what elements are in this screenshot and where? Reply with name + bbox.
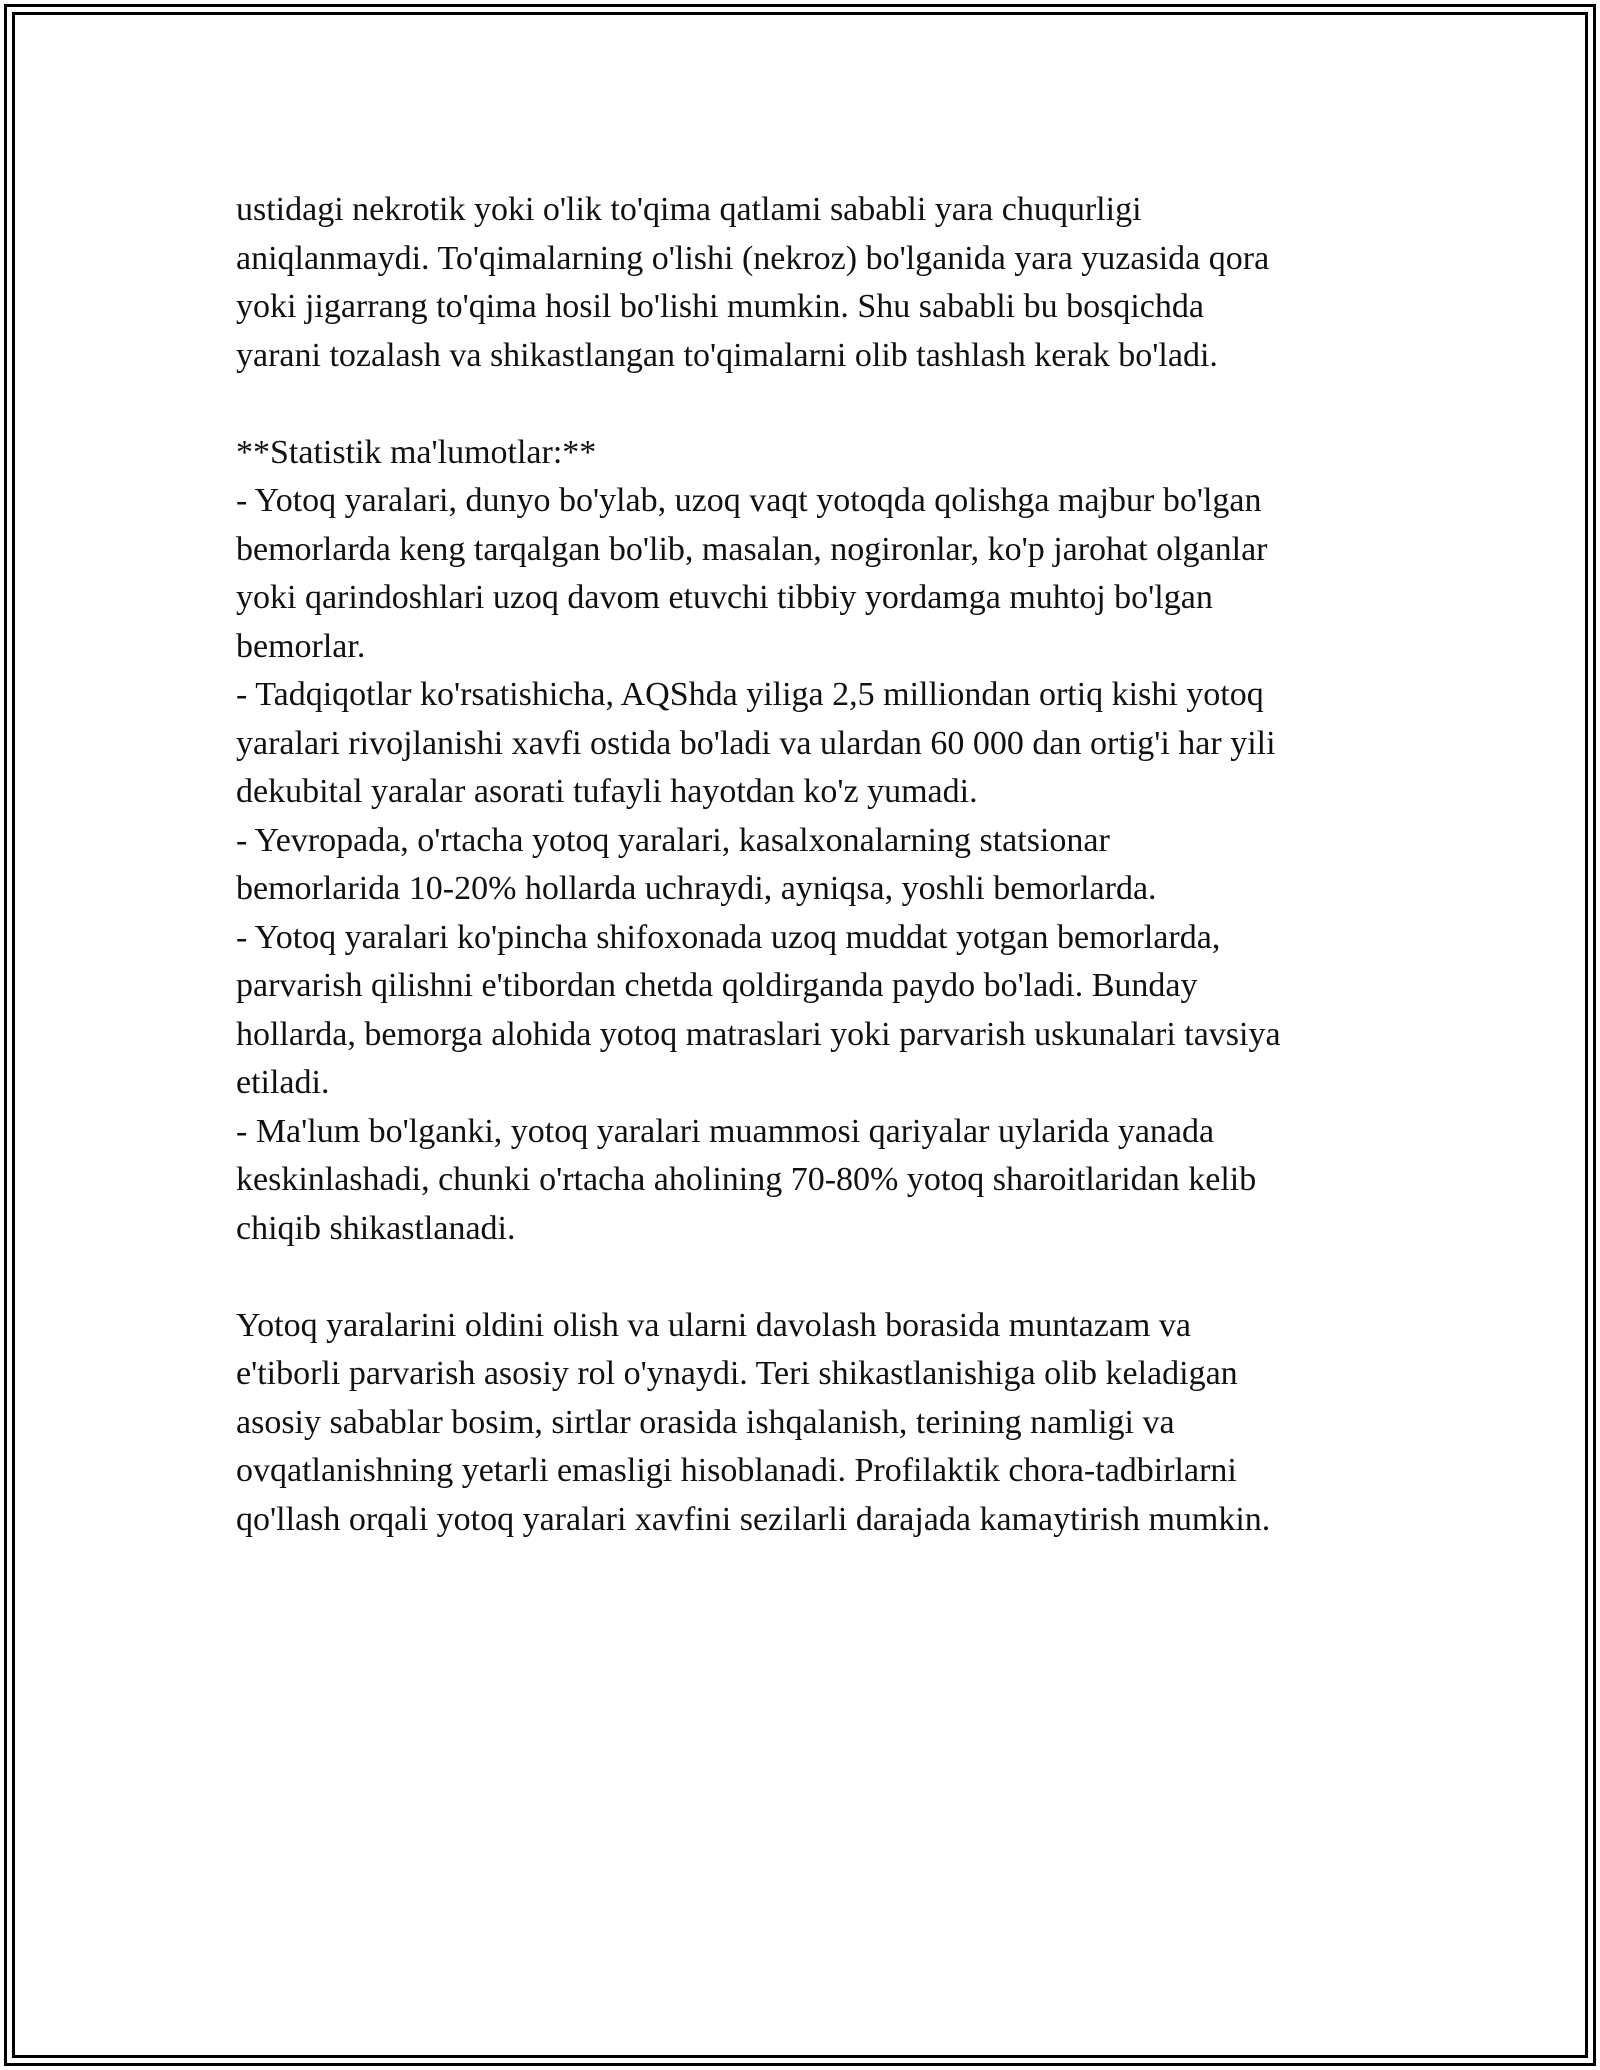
text-line: bemorlarda keng tarqalgan bo'lib, masalan, nogironlar, ko'p jarohat olganlar: [236, 530, 1268, 568]
text-line: - Tadqiqotlar ko'rsatishicha, AQShda yiliga 2,5 milliondan ortiq kishi yotoq: [236, 676, 1264, 713]
text-line: parvarish qilishni e'tibordan chetda qoldirganda paydo bo'ladi. Bunday: [236, 967, 1198, 1004]
text-line: chiqib shikastlanadi.: [236, 1209, 516, 1247]
text-line: etiladi.: [236, 1064, 330, 1101]
list-item: [236, 1108, 1386, 1254]
document-body: [236, 186, 1386, 1544]
list-item: [236, 914, 1386, 1108]
text-line: qo'llash orqali yotoq yaralari xavfini sezilarli darajada kamaytirish mumkin.: [236, 1500, 1271, 1538]
text-line: bemorlar.: [236, 627, 366, 665]
text-line: Yotoq yaralarini oldini olish va ularni davolash borasida muntazam va: [236, 1306, 1191, 1344]
text-line: aniqlanmaydi. To'qimalarning o'lishi (nekroz) bo'lganida yara yuzasida qora: [236, 239, 1270, 277]
text-line: ustidagi nekrotik yoki o'lik to'qima qatlami sababli yara chuqurligi: [236, 191, 1142, 228]
text-line: e'tiborli parvarish asosiy rol o'ynaydi. Teri shikastlanishiga olib keladigan: [236, 1355, 1238, 1392]
list-item: [236, 477, 1386, 671]
blank-line: [236, 380, 1386, 429]
text-line: hollarda, bemorga alohida yotoq matraslari yoki parvarish uskunalari tavsiya: [236, 1015, 1281, 1053]
text-line: yarani tozalash va shikastlangan to'qimalarni olib tashlash kerak bo'ladi.: [236, 336, 1218, 374]
list-item: [236, 817, 1386, 914]
text-line: - Yotoq yaralari, dunyo bo'ylab, uzoq vaqt yotoqda qolishga majbur bo'lgan: [236, 482, 1262, 519]
text-line: - Yevropada, o'rtacha yotoq yaralari, kasalxonalarning statsionar: [236, 821, 1110, 859]
blank-line: [236, 1253, 1386, 1302]
section-heading: **Statistik ma'lumotlar:**: [236, 433, 597, 471]
text-line: yaralari rivojlanishi xavfi ostida bo'ladi va ulardan 60 000 dan ortig'i har yili: [236, 724, 1276, 762]
text-line: dekubital yaralar asorati tufayli hayotdan ko'z yumadi.: [236, 773, 978, 810]
text-line: keskinlashadi, chunki o'rtacha aholining 70-80% yotoq sharoitlaridan kelib: [236, 1161, 1257, 1198]
paragraph-conclusion: [236, 1302, 1386, 1545]
text-line: - Ma'lum bo'lganki, yotoq yaralari muammosi qariyalar uylarida yanada: [236, 1112, 1215, 1150]
text-line: yoki jigarrang to'qima hosil bo'lishi mumkin. Shu sababli bu bosqichda: [236, 288, 1204, 325]
list-item: [236, 671, 1386, 817]
statistics-list: [236, 477, 1386, 1253]
text-line: bemorlarida 10-20% hollarda uchraydi, ayniqsa, yoshli bemorlarda.: [236, 870, 1157, 907]
paragraph-intro: [236, 186, 1386, 380]
text-line: ovqatlanishning yetarli emasligi hisoblanadi. Profilaktik chora-tadbirlarni: [236, 1452, 1237, 1489]
text-line: - Yotoq yaralari ko'pincha shifoxonada uzoq muddat yotgan bemorlarda,: [236, 918, 1221, 956]
text-line: asosiy sabablar bosim, sirtlar orasida ishqalanish, terining namligi va: [236, 1403, 1175, 1441]
text-line: yoki qarindoshlari uzoq davom etuvchi tibbiy yordamga muhtoj bo'lgan: [236, 579, 1213, 616]
